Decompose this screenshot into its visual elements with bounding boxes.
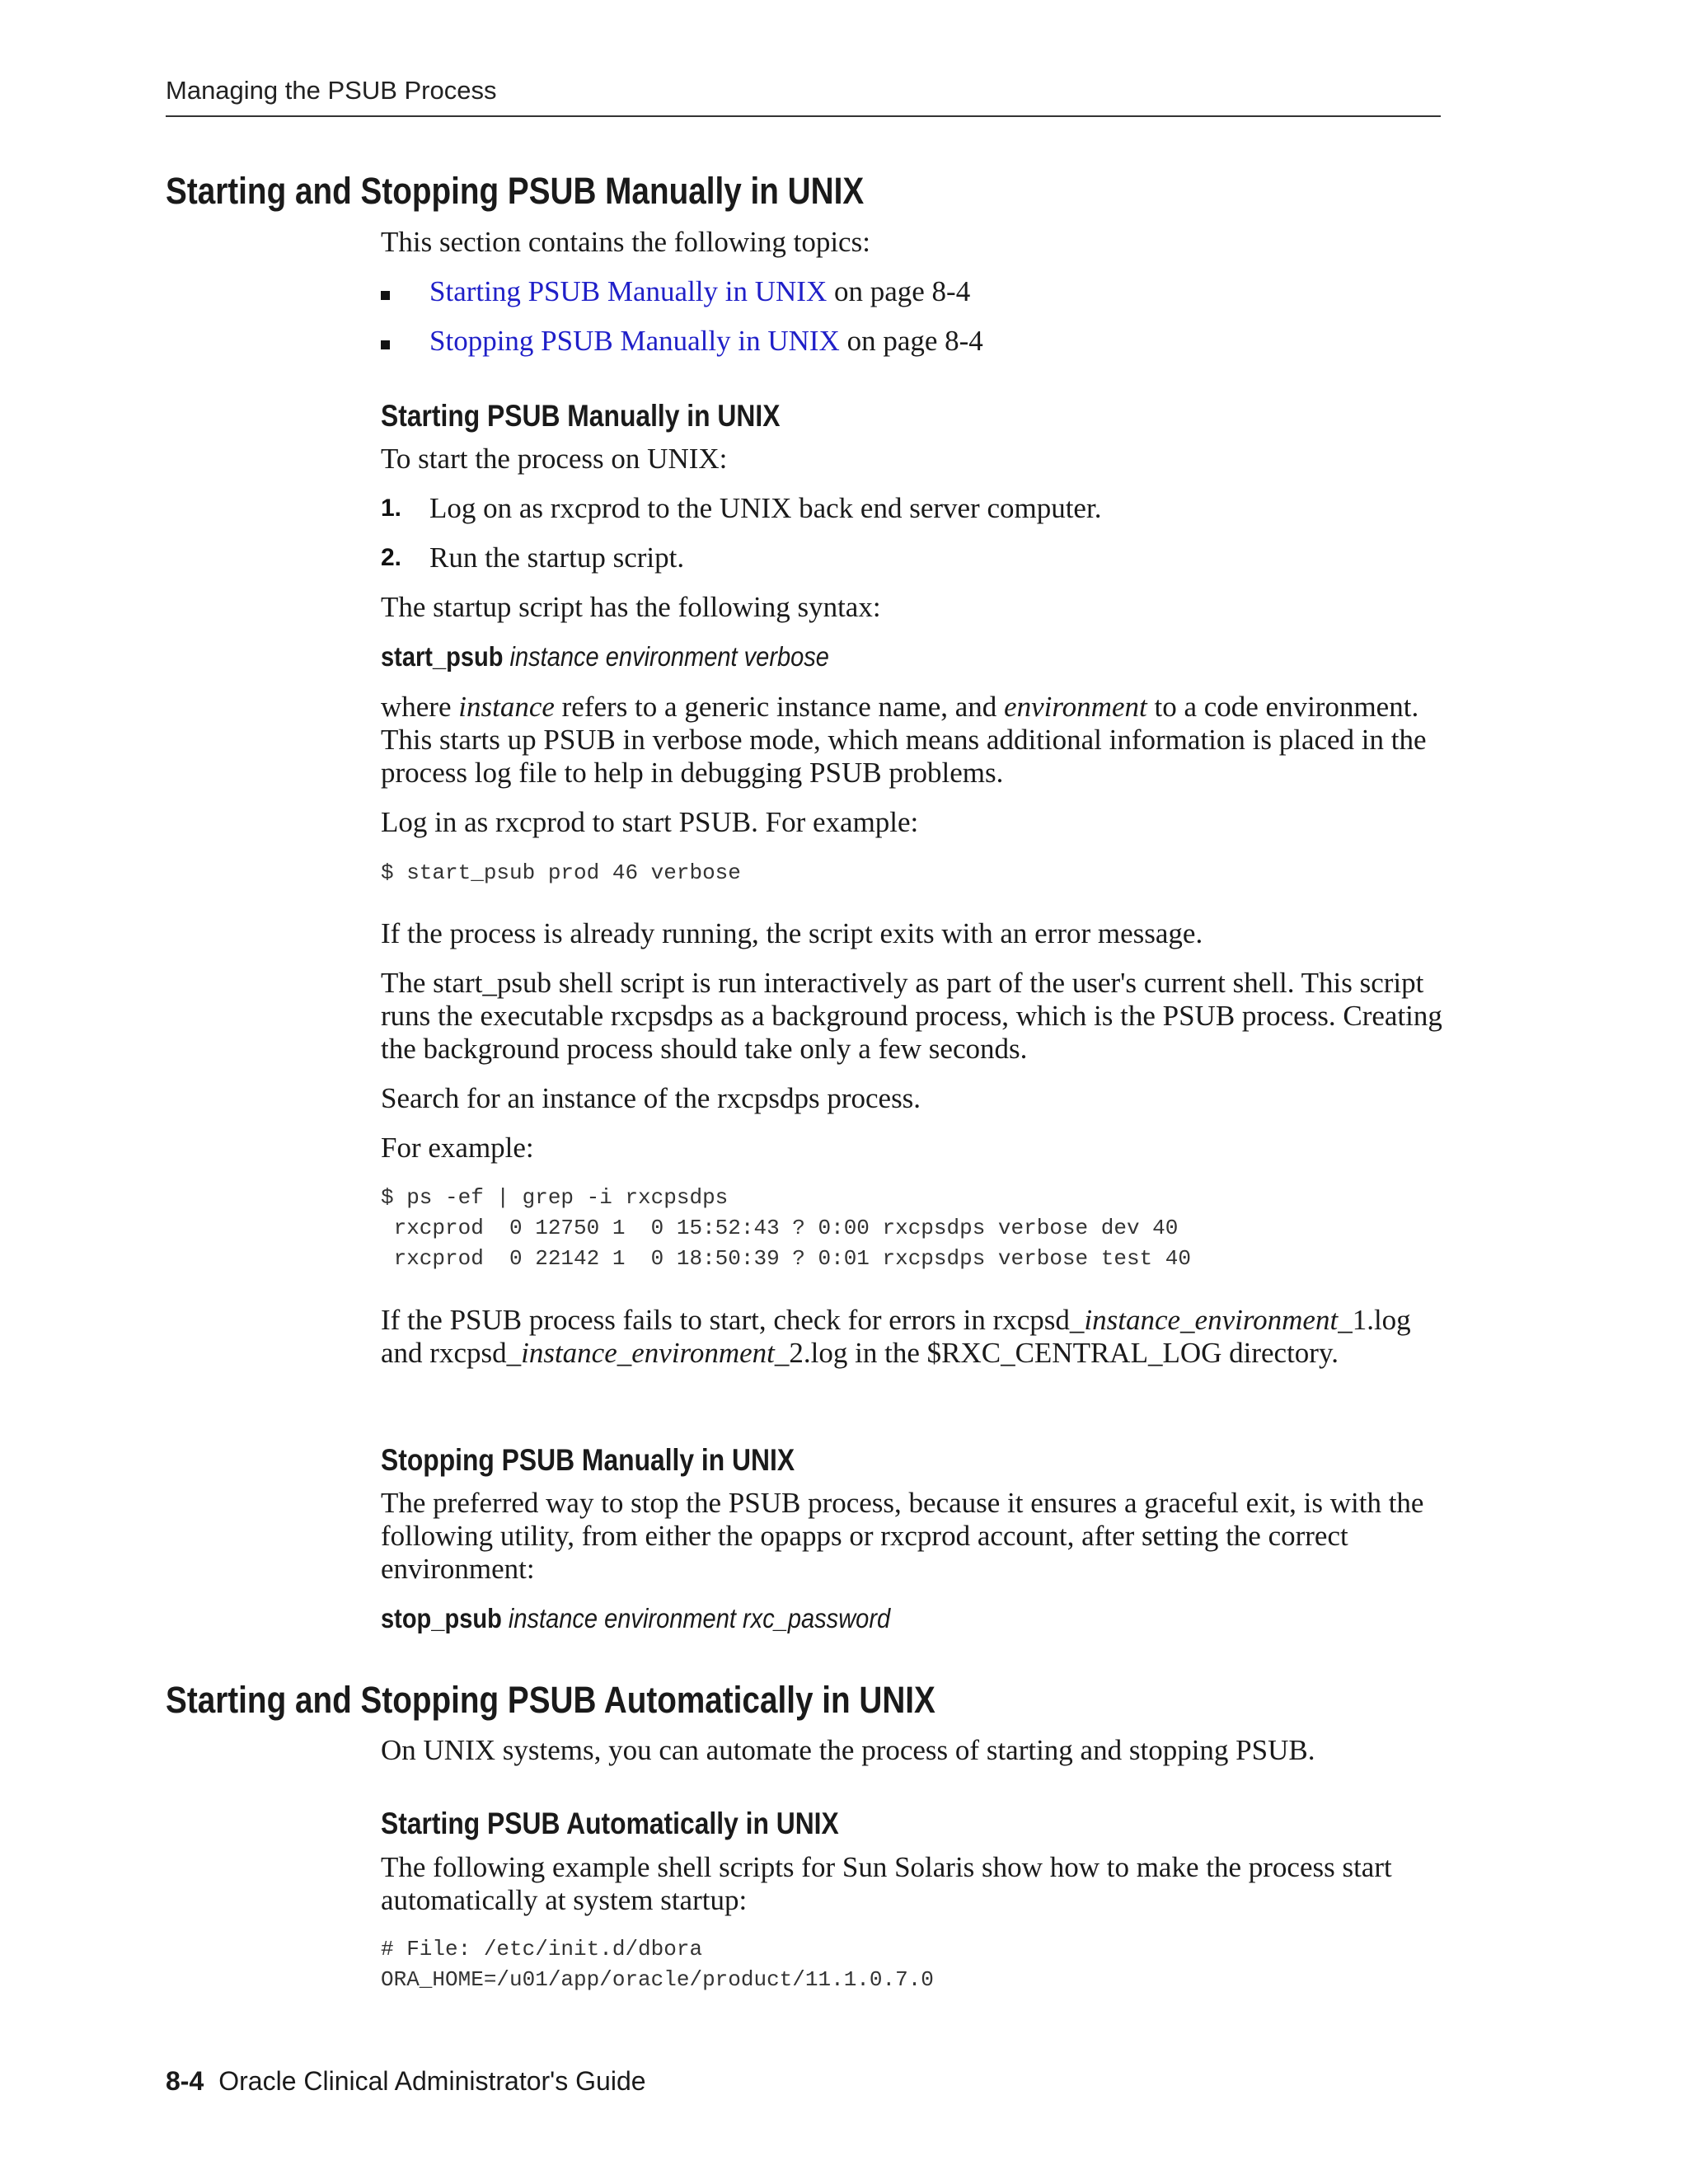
page-number: 8-4: [166, 2066, 204, 2096]
subheading-stopping-manual: Stopping PSUB Manually in UNIX: [381, 1443, 795, 1477]
paragraph: The start_psub shell script is run interactively as part of the user's current shell. This script runs the executable rxcpsdps as a background process, which is the PSUB process. Creating the background process should take only a few seconds.: [381, 967, 1442, 1065]
code-block: # File: /etc/init.d/dbora ORA_HOME=/u01/app/oracle/product/11.1.0.7.0: [381, 1937, 934, 1992]
command-name: stop_psub: [381, 1603, 502, 1633]
subheading-starting-auto: Starting PSUB Automatically in UNIX: [381, 1807, 839, 1840]
command-args: instance environment verbose: [509, 641, 829, 672]
section-heading-automatic: Starting and Stopping PSUB Automatically in UNIX: [166, 1679, 935, 1721]
running-header: Managing the PSUB Process: [166, 76, 497, 105]
step-number: 1.: [381, 494, 402, 522]
command-name: start_psub: [381, 641, 504, 672]
paragraph-where: where instance refers to a generic instance name, and environment to a code environment. This starts up PSUB in verbose mode, which means additional information is placed in the process log file to help in debugging PSUB problems.: [381, 691, 1427, 789]
step-number: 2.: [381, 544, 402, 571]
paragraph: Log in as rxcprod to start PSUB. For example:: [381, 806, 919, 838]
syntax-stop: [381, 1603, 890, 1634]
syntax-start: [381, 641, 829, 673]
paragraph-fails: If the PSUB process fails to start, check for errors in rxcpsd_instance_environment_1.log and rxcpsd_instance_environment_2.log in the $RXC_CENTRAL_LOG directory.: [381, 1304, 1411, 1369]
page-footer: [166, 2066, 646, 2097]
header-rule: [166, 115, 1441, 117]
code-block: $ start_psub prod 46 verbose: [381, 860, 741, 885]
paragraph: For example:: [381, 1132, 534, 1164]
paragraph: Search for an instance of the rxcpsdps process.: [381, 1082, 921, 1114]
code-block: $ ps -ef | grep -i rxcpsdps rxcprod 0 12750 1 0 15:52:43 ? 0:00 rxcpsdps verbose dev 40 rxcprod 0 22142 1 0 18:50:39 ? 0:01 rxcpsdps verbose test 40: [381, 1185, 1191, 1271]
bullet-marker: [381, 291, 390, 300]
paragraph: To start the process on UNIX:: [381, 443, 728, 475]
subheading-starting-manual: Starting PSUB Manually in UNIX: [381, 399, 781, 433]
paragraph: The preferred way to stop the PSUB process, because it ensures a graceful exit, is with the following utility, from either the opapps or rxcprod account, after setting the correct environment:: [381, 1487, 1424, 1585]
paragraph: The startup script has the following syntax:: [381, 591, 881, 623]
step-text: Log on as rxcprod to the UNIX back end server computer.: [429, 492, 1102, 524]
bullet-marker: [381, 340, 390, 349]
topic-list-item: Stopping PSUB Manually in UNIX on page 8-4: [429, 325, 983, 357]
step-text: Run the startup script.: [429, 541, 685, 574]
command-args: instance environment rxc_password: [508, 1603, 891, 1633]
section-intro: This section contains the following topics:: [381, 226, 870, 258]
topic-list-item: Starting PSUB Manually in UNIX on page 8-4: [429, 275, 971, 307]
topic-link-stopping[interactable]: Stopping PSUB Manually in UNIX: [429, 325, 840, 357]
paragraph: On UNIX systems, you can automate the process of starting and stopping PSUB.: [381, 1734, 1315, 1766]
book-title: Oracle Clinical Administrator's Guide: [218, 2066, 646, 2096]
paragraph: If the process is already running, the script exits with an error message.: [381, 917, 1203, 949]
section-heading-manual: Starting and Stopping PSUB Manually in UNIX: [166, 170, 865, 212]
paragraph: The following example shell scripts for Sun Solaris show how to make the process start automatically at system startup:: [381, 1851, 1392, 1916]
topic-link-starting[interactable]: Starting PSUB Manually in UNIX: [429, 275, 828, 307]
